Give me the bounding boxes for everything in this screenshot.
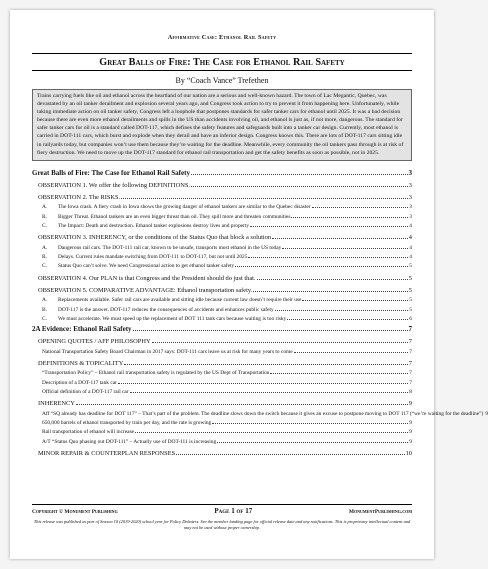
toc-entry[interactable]: [32, 314, 412, 323]
toc-entry[interactable]: [32, 418, 412, 427]
toc-entry[interactable]: [32, 437, 412, 446]
toc-dot-leader: [212, 418, 408, 424]
toc-entry-label: A.: [42, 204, 48, 211]
toc-entry-text: OBSERVATION 1. We offer the following DEFINITIONS.: [38, 181, 190, 189]
toc-dot-leader: [302, 295, 408, 301]
toc-entry-text: OBSERVATION 2. The RISKS.: [38, 193, 121, 201]
toc-page-number: 4: [409, 253, 412, 260]
toc-page-number: 9: [408, 400, 412, 408]
toc-page-number: 5: [408, 274, 412, 282]
toc-entry[interactable]: [32, 169, 412, 178]
case-summary-box: Trains carrying fuels like oil and ethanol across the heartland of our nation are a serious and well-known hazard. The town of Lac Megantic, Quebec, was devastated by an oil tanker derailment and explosion several years ago, and Congress took action to try to prevent it from happening here. Unfortunately, while taking immediate action on oil tanker safety, Congress left a loophole that postpones standards for safer tanker cars for ethanol until 2025. It was a bad decision because there are even more ethanol derailments and spills in the US than accidents involving oil, and ethanol is just as, if not more, dangerous. The standard for safer tanker cars for oil is a standard called DOT-117, which defines the safety features and safeguards built into a tanker car design. Currently, most ethanol is carried in DOT-111 cars, which burst and explode when they derail and have an inferior design. Congress knows this. There are lots of DOT-117 cars sitting idle in railyards today, but companies won’t use them because they’re waiting for the deadline. Meanwhile, every community the oil tankers pass through is at risk of fiery destruction. We need to move up the DOT-117 standard for ethanol rail transportation and get the safety benefits as soon as possible, not in 2025.: [32, 89, 412, 161]
toc-entry[interactable]: [32, 212, 412, 221]
footer-copyright: Copyright © Monument Publishing: [32, 509, 118, 515]
toc-page-number: 5: [409, 297, 412, 304]
toc-entry[interactable]: [32, 181, 412, 190]
toc-dot-leader: [235, 261, 408, 267]
toc-entry-label: B.: [42, 213, 47, 220]
toc-dot-leader: [124, 359, 407, 365]
toc-entry[interactable]: [32, 409, 488, 418]
toc-page-number: 3: [408, 168, 412, 177]
toc-entry[interactable]: [32, 243, 412, 252]
toc-page-number: 6: [409, 316, 412, 323]
toc-dot-leader: [282, 243, 408, 249]
toc-entry[interactable]: [32, 274, 412, 283]
toc-entry-label: C.: [42, 316, 47, 323]
toc-dot-leader: [270, 368, 408, 374]
document-title: Great Balls of Fire: The Case for Ethanol Rail Safety: [32, 53, 412, 71]
toc-page-number: 10: [405, 450, 412, 458]
toc-dot-leader: [133, 325, 408, 331]
toc-entry[interactable]: [32, 305, 412, 314]
toc-dot-leader: [118, 378, 408, 384]
toc-page-number: 9: [409, 438, 412, 445]
toc-dot-leader: [130, 387, 409, 393]
toc-entry[interactable]: [32, 252, 412, 261]
toc-entry-text: Rail transportation of ethanol will increase: [42, 429, 135, 436]
toc-page-number: 4: [409, 222, 412, 229]
toc-entry[interactable]: [32, 359, 412, 368]
toc-dot-leader: [275, 305, 409, 311]
toc-entry-text: INHERENCY: [38, 400, 75, 408]
toc-entry-label: B.: [42, 306, 47, 313]
toc-entry-text: National Transportation Safety Board Chairman in 2017 says: DOT-111 cars leave us at risk for many years to come: [42, 348, 293, 355]
toc-dot-leader: [250, 221, 408, 227]
toc-dot-leader: [217, 437, 408, 443]
toc-entry-text: DOT-117 is the answer. DOT-117 reduces the consequences of accidents and enhances public safety: [58, 306, 274, 313]
page-footer: [32, 504, 412, 530]
footer-page-number: Page 1 of 17: [214, 507, 253, 515]
toc-entry[interactable]: [32, 261, 412, 270]
toc-entry[interactable]: [32, 233, 412, 242]
toc-dot-leader: [294, 347, 409, 353]
toc-entry[interactable]: [32, 399, 412, 408]
toc-page-number: 3: [409, 204, 412, 211]
toc-dot-leader: [76, 399, 408, 405]
toc-dot-leader: [291, 212, 408, 218]
toc-page-number: 3: [408, 181, 412, 189]
toc-entry[interactable]: [32, 449, 412, 458]
toc-entry[interactable]: [32, 325, 412, 334]
toc-dot-leader: [287, 314, 408, 320]
toc-page-number: 9: [409, 429, 412, 436]
toc-dot-leader: [312, 202, 409, 208]
toc-entry-text: DEFINITIONS & TOPICALITY: [38, 360, 124, 368]
toc-page-number: 7: [408, 360, 412, 368]
toc-entry-text: MINOR REPAIR & COUNTERPLAN RESPONSES: [38, 450, 176, 458]
toc-entry-text: Status Quo can’t solve. We need Congressional action to get ethanol tanker safety: [58, 263, 235, 270]
toc-page-number: 7: [408, 338, 412, 346]
toc-entry-text: Delays. Current rules mandate switching from DOT-111 to DOT-117, but not until 2025: [58, 253, 248, 260]
toc-dot-leader: [152, 337, 408, 343]
toc-page-number: 5: [409, 306, 412, 313]
toc-dot-leader: [191, 181, 408, 187]
toc-dot-leader: [257, 274, 408, 280]
toc-entry-text: Description of a DOT-117 tank car: [42, 379, 117, 386]
toc-page-number: 3: [408, 193, 412, 201]
toc-dot-leader: [248, 252, 408, 258]
toc-dot-leader: [253, 286, 408, 292]
toc-entry[interactable]: [32, 202, 412, 211]
footer-fine-print: This release was published as part of Season 10 (2019-2020) school year for Policy Debaters. See the member landing page for official release date and any notifications. This is proprietary intellectual content and may not be used without proper ownership.: [33, 519, 411, 530]
toc-dot-leader: [176, 449, 404, 455]
running-header: Affirmative Case: Ethanol Rail Safety: [167, 34, 277, 41]
table-of-contents: [32, 168, 488, 459]
toc-entry-text: OPENING QUOTES / AFF PHILOSOPHY: [38, 338, 151, 346]
toc-page-number: 7: [409, 379, 412, 386]
toc-entry-text: We must accelerate. We must speed up the replacement of DOT 111 tank cars because waiting is too risky: [58, 316, 287, 323]
toc-entry-text: Dangerous rail cars. The DOT-111 rail car, known to be unsafe, transports most ethanol in the US today: [58, 244, 282, 251]
toc-entry-text: 650,000 barrels of ethanol transported by train per day, and the rate is growing: [42, 420, 212, 427]
toc-entry-label: A.: [42, 297, 48, 304]
toc-page-number: 9: [409, 420, 412, 427]
toc-page-number: 7: [409, 370, 412, 377]
toc-page-number: 7: [409, 348, 412, 355]
toc-entry-label: C.: [42, 263, 47, 270]
toc-entry-text: Bigger Threat. Ethanol tankers are an even bigger threat than oil. They spill more and threaten communities: [58, 213, 291, 220]
author-byline: By “Coach Vance” Trefethen: [175, 76, 269, 85]
toc-entry[interactable]: [32, 295, 412, 304]
footer-website: MonumentPublishing.com: [348, 509, 412, 515]
toc-entry-label: C.: [42, 222, 47, 229]
toc-entry-text: The Impact: Death and destruction. Ethanol tanker explosions destroy lives and property: [58, 222, 250, 229]
toc-entry[interactable]: [32, 221, 412, 230]
toc-dot-leader: [272, 233, 408, 239]
toc-entry-text: OBSERVATION 5. COMPARATIVE ADVANTAGE: Ethanol transportation safety.: [38, 287, 253, 294]
document-page: [10, 10, 488, 559]
toc-page-number: 8: [409, 389, 412, 396]
toc-page-number: 7: [408, 325, 412, 334]
toc-entry[interactable]: [32, 387, 412, 396]
toc-entry-text: “Transportation Policy” – Ethanol rail transportation safety is regulated by the US Dept of Transportation: [42, 370, 270, 377]
toc-entry[interactable]: [32, 337, 412, 346]
toc-dot-leader: [135, 427, 408, 433]
toc-entry[interactable]: [32, 347, 412, 356]
toc-page-number: 5: [408, 287, 412, 294]
toc-entry-text: Great Balls of Fire: The Case for Ethanol Rail Safety: [32, 168, 190, 177]
toc-entry-text: A/T “Status Quo phasing out DOT-111” – Actually use of DOT-111 is increasing: [42, 438, 217, 445]
toc-entry-text: Replacements available. Safer rail cars are available and sitting idle because current law doesn’t require their use: [58, 297, 302, 304]
toc-entry-text: 2A Evidence: Ethanol Rail Safety: [32, 325, 132, 334]
toc-entry[interactable]: [32, 286, 412, 295]
toc-entry-text: Official definition of a DOT-117 rail car: [42, 389, 129, 396]
toc-entry[interactable]: [32, 427, 412, 436]
toc-entry-label: B.: [42, 253, 47, 260]
toc-entry-text: Aff “SQ already has deadline for DOT 117” – That’s part of the problem. The deadline slows down the switch because it gives an excuse to postpone moving to DOT 117 (“we’re waiting for the deadline”): [42, 410, 484, 417]
toc-entry-text: OBSERVATION 3. INHERENCY, or the conditions of the Status Quo that block a solution: [38, 234, 272, 242]
toc-entry[interactable]: [32, 378, 412, 387]
toc-page-number: 9: [485, 410, 488, 417]
toc-entry-text: The Iowa crash. A fiery crash in Iowa shows the growing danger of ethanol tankers are similar to the Quebec disaster: [58, 204, 311, 211]
toc-page-number: 3: [409, 213, 412, 220]
toc-entry-label: A.: [42, 244, 48, 251]
toc-page-number: 5: [409, 263, 412, 270]
toc-page-number: 4: [408, 234, 412, 242]
toc-entry-text: OBSERVATION 4. Our PLAN is that Congress and the President should do just that.: [38, 274, 256, 282]
toc-page-number: 4: [409, 244, 412, 251]
toc-entry[interactable]: [32, 193, 412, 202]
toc-dot-leader: [121, 193, 408, 199]
toc-entry[interactable]: [32, 368, 412, 377]
toc-dot-leader: [191, 169, 408, 175]
